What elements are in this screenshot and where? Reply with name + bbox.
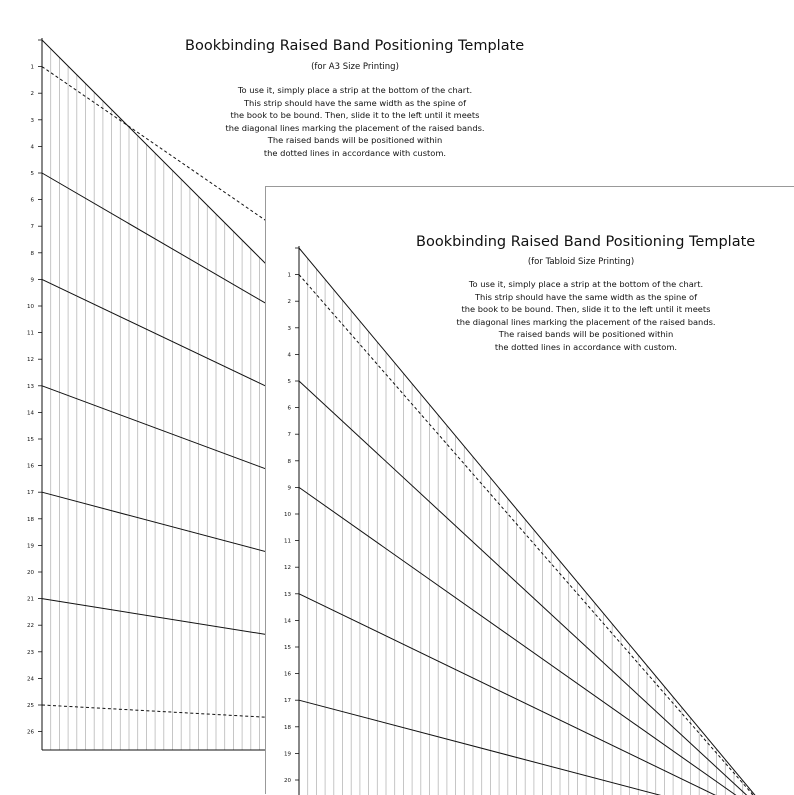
sheet-a3-subtitle: (for A3 Size Printing) <box>311 62 399 72</box>
scale-tick-label: 17 <box>27 490 34 497</box>
instruction-line: the dotted lines in accordance with custom. <box>263 147 447 158</box>
scale-tick-label: 5 <box>30 171 34 177</box>
scale-tick-label: 1 <box>287 272 291 279</box>
band-line <box>299 594 781 795</box>
scale-tick-label: 2 <box>287 299 291 306</box>
scale-tick-label: 19 <box>284 751 291 758</box>
scale-tick-label: 6 <box>287 405 291 412</box>
scale-tick-label: 11 <box>284 538 291 545</box>
scale-tick-label: 21 <box>27 596 34 603</box>
instruction-line: the dotted lines in accordance with custom. <box>494 341 678 352</box>
scale-tick-label: 13 <box>27 383 34 390</box>
scale-tick-label: 18 <box>27 516 34 523</box>
scale-tick-label: 12 <box>27 357 34 364</box>
instruction-line: The raised bands will be positioned within <box>498 329 674 340</box>
sheet-tabloid-subtitle: (for Tabloid Size Printing) <box>527 257 635 267</box>
scale-tick-label: 22 <box>27 623 34 630</box>
scale-tick-label: 23 <box>27 649 34 656</box>
scale-tick-label: 11 <box>27 330 34 337</box>
scale-tick-label: 1 <box>30 64 34 71</box>
scale-tick-label: 16 <box>284 671 291 678</box>
scale-tick-label: 4 <box>30 144 34 151</box>
scale-tick-label: 20 <box>284 778 291 784</box>
scale-tick-label: 8 <box>30 250 34 257</box>
scale-tick-label: 15 <box>27 437 34 443</box>
template-sheet-tabloid <box>265 186 794 794</box>
scale-tick-label: 14 <box>27 410 34 417</box>
sheet-tabloid-title: Bookbinding Raised Band Positioning Template <box>416 234 756 250</box>
scale-tick-label: 5 <box>287 379 291 385</box>
instruction-line: To use it, simply place a strip at the bottom of the chart. <box>237 85 473 95</box>
scale-tick-label: 8 <box>287 458 291 465</box>
instruction-line: the diagonal lines marking the placement of the raised bands. <box>456 316 716 327</box>
scale-tick-label: 9 <box>287 485 291 492</box>
scale-tick-label: 12 <box>284 565 291 572</box>
sheet-a3-title: Bookbinding Raised Band Positioning Template <box>185 38 525 54</box>
scale-tick-label: 24 <box>27 676 34 683</box>
scale-tick-label: 4 <box>287 352 291 359</box>
scale-tick-label: 15 <box>284 645 291 651</box>
sheet-a3-instructions <box>190 84 520 160</box>
scale-tick-label: 18 <box>284 724 291 731</box>
scale-tick-label: 10 <box>27 304 34 310</box>
instruction-line: To use it, simply place a strip at the bottom of the chart. <box>468 279 704 289</box>
instruction-line: the book to be bound. Then, slide it to the left until it meets <box>230 110 480 121</box>
scale-tick-label: 16 <box>27 463 34 470</box>
scale-tick-label: 14 <box>284 618 291 625</box>
scale-tick-label: 3 <box>30 117 34 124</box>
band-line <box>299 700 781 795</box>
scale-tick-label: 6 <box>30 197 34 204</box>
instruction-line: the book to be bound. Then, slide it to the left until it meets <box>461 304 711 315</box>
band-line <box>299 487 781 795</box>
instruction-line: This strip should have the same width as the spine of <box>243 97 467 108</box>
scale-tick-label: 26 <box>27 729 34 736</box>
scale-tick-label: 2 <box>30 91 34 98</box>
scale-tick-label: 20 <box>27 570 34 576</box>
scale-tick-label: 17 <box>284 698 291 705</box>
scale-tick-label: 7 <box>287 432 291 439</box>
scale-tick-label: 7 <box>30 224 34 231</box>
sheet-tabloid-instructions <box>421 278 751 354</box>
scale-tick-label: 3 <box>287 325 291 332</box>
instruction-line: the diagonal lines marking the placement of the raised bands. <box>225 122 485 133</box>
scale-tick-label: 19 <box>27 543 34 550</box>
instruction-line: This strip should have the same width as the spine of <box>474 291 698 302</box>
instruction-line: The raised bands will be positioned within <box>267 135 443 146</box>
scale-tick-label: 13 <box>284 591 291 598</box>
scale-tick-label: 25 <box>27 703 34 709</box>
band-line <box>299 381 781 795</box>
scale-tick-label: 9 <box>30 277 34 284</box>
scale-tick-label: 10 <box>284 512 291 518</box>
